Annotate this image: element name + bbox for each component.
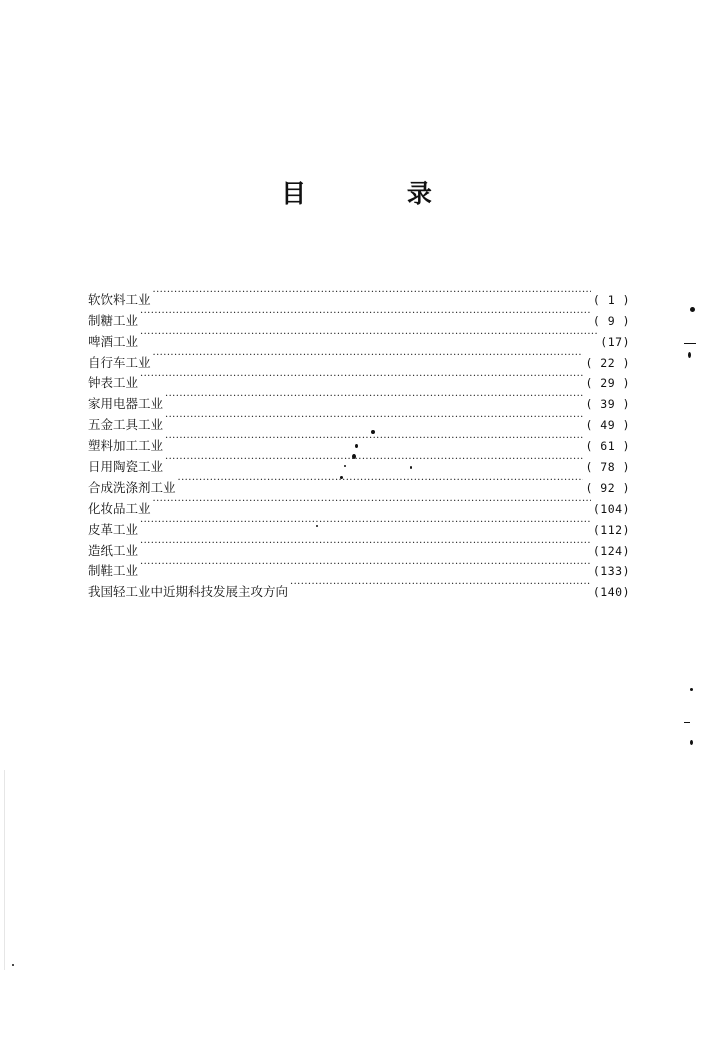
scan-speck	[344, 465, 346, 467]
scan-speck	[688, 352, 691, 358]
dot-leader	[140, 513, 591, 534]
toc-entry-page: (133)	[592, 564, 630, 579]
toc-entry[interactable]	[88, 283, 630, 307]
dot-leader	[140, 367, 583, 388]
toc-entry-page: (17)	[600, 334, 630, 349]
toc-entry-label: 钟表工业	[88, 375, 139, 391]
toc-entry-label: 五金工具工业	[88, 417, 164, 433]
toc-entry[interactable]	[88, 471, 630, 495]
toc-entry-page: ( 22 )	[585, 355, 630, 370]
scan-speck	[355, 444, 358, 448]
toc-entry-page: ( 49 )	[585, 418, 630, 433]
toc-entry-label: 造纸工业	[88, 542, 139, 558]
scan-speck	[352, 454, 356, 459]
scan-speck	[371, 430, 375, 434]
dot-leader	[140, 325, 598, 346]
toc-entry[interactable]	[88, 325, 630, 349]
toc-entry[interactable]	[88, 450, 630, 475]
scan-speck	[690, 307, 695, 312]
toc-entry-page: ( 61 )	[585, 439, 630, 454]
scan-edge-line	[4, 770, 5, 970]
toc-entry-label: 啤酒工业	[88, 333, 139, 349]
dot-leader	[140, 534, 591, 555]
toc-entry-page: (124)	[592, 543, 630, 558]
toc-entry[interactable]	[88, 575, 630, 600]
scan-speck	[12, 964, 14, 966]
toc-entry-page: ( 1 )	[592, 292, 630, 307]
scan-speck	[316, 525, 318, 527]
scan-speck	[690, 740, 693, 745]
dot-leader	[153, 283, 591, 304]
toc-entry-label: 家用电器工业	[88, 396, 164, 412]
toc-entry[interactable]	[88, 534, 630, 558]
toc-entry-label: 制鞋工业	[88, 563, 139, 579]
toc-entry-label: 合成洗涤剂工业	[88, 479, 176, 495]
dot-leader	[140, 304, 591, 325]
scan-speck	[340, 476, 343, 479]
toc-entry[interactable]	[88, 408, 630, 433]
toc-entry-page: (112)	[592, 522, 630, 537]
dot-leader	[290, 575, 591, 596]
toc-entry-label: 制糖工业	[88, 312, 139, 328]
scan-speck	[684, 722, 690, 723]
toc-entry-page: ( 9 )	[592, 313, 630, 328]
toc-entry[interactable]	[88, 513, 630, 537]
toc-entry-page: ( 78 )	[585, 460, 630, 475]
toc-entry[interactable]	[88, 367, 630, 391]
toc-entry-label: 塑料加工工业	[88, 438, 164, 454]
dot-leader	[165, 408, 583, 429]
toc-entry[interactable]	[88, 387, 630, 412]
toc-entry-page: ( 39 )	[585, 397, 630, 412]
dot-leader	[140, 555, 591, 576]
table-of-contents	[88, 283, 630, 600]
scan-speck	[410, 466, 412, 469]
toc-entry-label: 自行车工业	[88, 354, 151, 370]
toc-entry-label: 我国轻工业中近期科技发展主攻方向	[88, 584, 289, 600]
dot-leader	[165, 387, 583, 408]
toc-entry[interactable]	[88, 555, 630, 579]
dot-leader	[178, 471, 584, 492]
toc-entry-label: 日用陶瓷工业	[88, 459, 164, 475]
toc-entry-label: 化妆品工业	[88, 500, 151, 516]
dot-leader	[153, 492, 591, 513]
toc-entry[interactable]	[88, 492, 630, 516]
toc-entry[interactable]	[88, 346, 630, 370]
dot-leader	[153, 346, 584, 367]
toc-entry-page: ( 92 )	[585, 480, 630, 495]
toc-entry-page: ( 29 )	[585, 376, 630, 391]
page-title: 目 录	[281, 179, 478, 208]
scan-speck	[690, 688, 693, 691]
toc-entry-page: (104)	[592, 501, 630, 516]
scan-speck	[684, 343, 696, 344]
toc-entry[interactable]	[88, 304, 630, 328]
dot-leader	[165, 450, 583, 471]
toc-entry[interactable]	[88, 429, 630, 454]
toc-entry-label: 软饮料工业	[88, 291, 151, 307]
toc-entry-page: (140)	[592, 585, 630, 600]
toc-entry-label: 皮革工业	[88, 521, 139, 537]
